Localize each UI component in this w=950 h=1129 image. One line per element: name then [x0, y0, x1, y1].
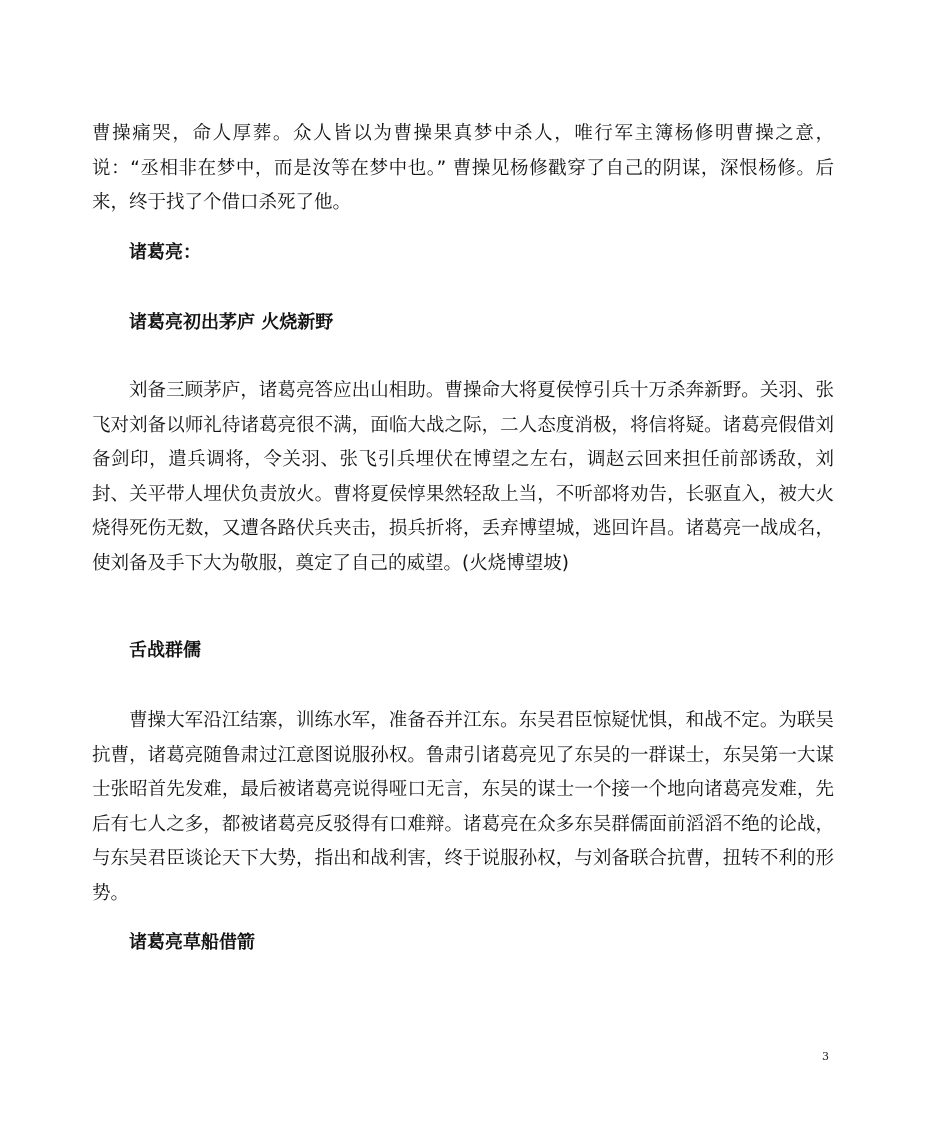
section-heading-debate: 舌战群儒	[129, 640, 201, 661]
paragraph-fire-xinye: 刘备三顾茅庐，诸葛亮答应出山相助。曹操命大将夏侯惇引兵十万杀奔新野。关羽、张飞对刘备以师礼待诸葛亮很不满，面临大战之际，二人态度消极，将信将疑。诸葛亮假借刘备剑印，遣兵调将，令关羽、张飞引兵埋伏在博望之左右，调赵云回来担任前部诱敌，刘封、关平带人埋伏负责放火。曹将夏侯惇果然轻敌上当，不听部将劝告，长驱直入，被大火烧得死伤无数，又遭各路伏兵夹击，损兵折将，丢弃博望城，逃回许昌。诸葛亮一战成名，使刘备及手下大为敬服，奠定了自己的威望。(火烧博望坡)	[92, 380, 834, 574]
page-number: 3	[822, 1050, 829, 1063]
paragraph-intro: 曹操痛哭，命人厚葬。众人皆以为曹操果真梦中杀人，唯行军主簿杨修明曹操之意，说：“丞相非在梦中，而是汝等在梦中也。” 曹操见杨修戳穿了自己的阴谋，深恨杨修。后来，终于找了个借口杀死了他。	[92, 123, 834, 213]
section-heading-zhuge-liang: 诸葛亮：	[129, 242, 201, 263]
section-heading-straw-boats: 诸葛亮草船借箭	[129, 932, 255, 953]
paragraph-debate: 曹操大军沿江结寨，训练水军，准备吞并江东。东吴君臣惊疑忧惧，和战不定。为联吴抗曹，诸葛亮随鲁肃过江意图说服孙权。鲁肃引诸葛亮见了东吴的一群谋士，东吴第一大谋士张昭首先发难，最后被诸葛亮说得哑口无言，东吴的谋士一个接一个地向诸葛亮发难，先后有七人之多，都被诸葛亮反驳得有口难辩。诸葛亮在众多东吴群儒面前滔滔不绝的论战，与东吴君臣谈论天下大势，指出和战利害，终于说服孙权，与刘备联合抗曹，扭转不利的形势。	[92, 710, 834, 904]
section-heading-fire-xinye: 诸葛亮初出茅庐 火烧新野	[129, 312, 334, 333]
